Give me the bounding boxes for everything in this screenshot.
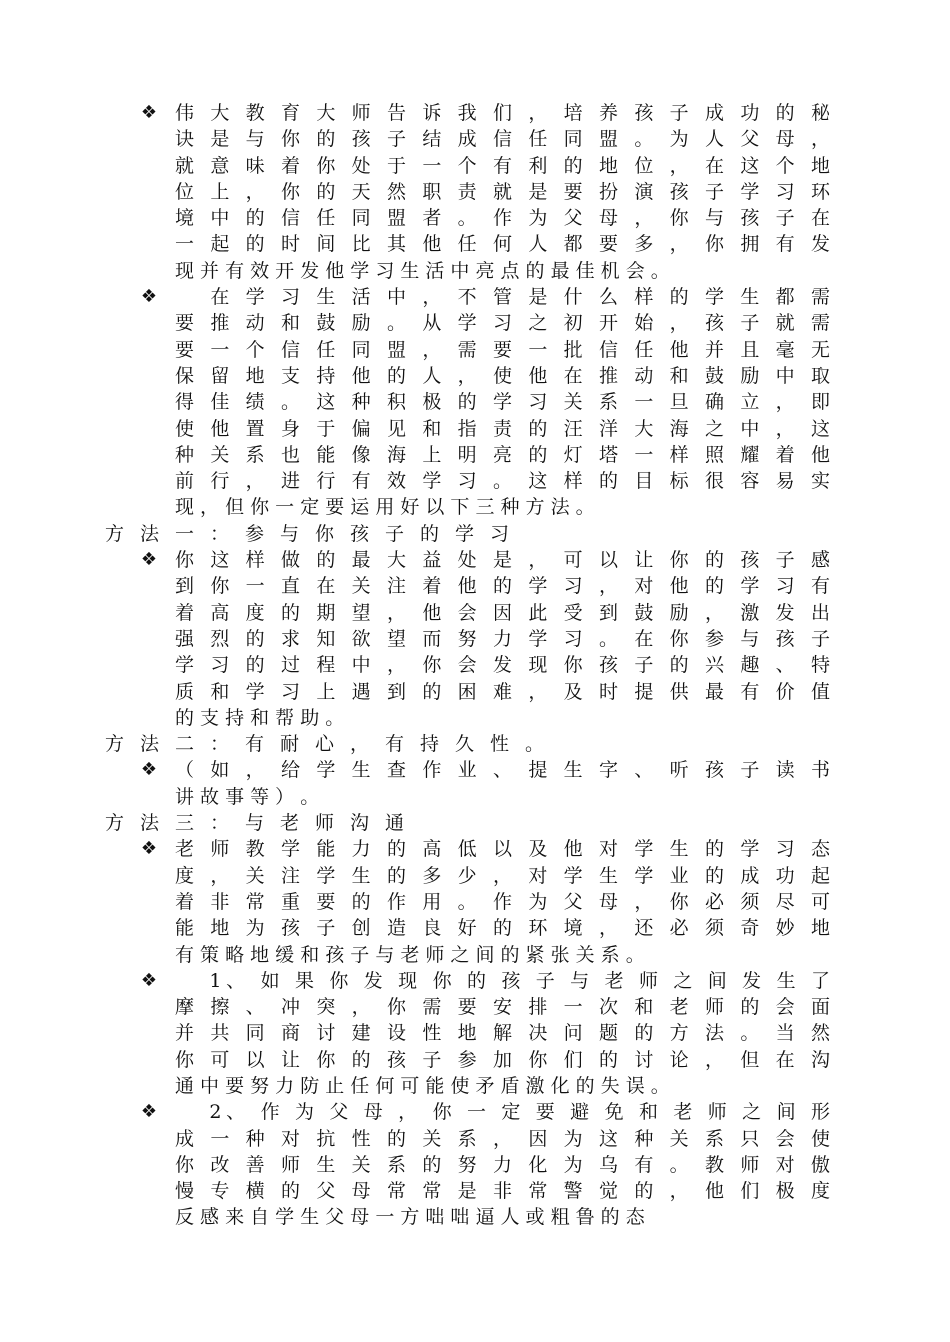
- paragraph-text: 你 这 样 做 的 最 大 益 处 是 ， 可 以 让 你 的 孩 子 感: [175, 549, 830, 572]
- diamond-bullet-icon: ❖: [140, 102, 158, 123]
- paragraph-text: 的 支 持 和 帮 助 。: [175, 706, 345, 729]
- section-heading-text: 方法二：有耐心，有持久性。: [105, 733, 561, 756]
- paragraph-text: 种 关 系 也 能 像 海 上 明 亮 的 灯 塔 一 样 照 耀 着 他: [175, 443, 830, 466]
- paragraph-text: 通 中 要 努 力 防 止 任 何 可 能 使 矛 盾 激 化 的 失 误 。: [175, 1074, 670, 1097]
- paragraph-text: 一 起 的 时 间 比 其 他 任 何 人 都 要 多 ， 你 拥 有 发: [175, 233, 830, 256]
- paragraph-text: 得 佳 绩 。 这 种 积 极 的 学 习 关 系 一 旦 确 立 ， 即: [175, 391, 830, 414]
- paragraph-line: [0, 600, 950, 626]
- paragraph-line: [0, 1204, 950, 1230]
- paragraph-line: [0, 994, 950, 1020]
- paragraph-line: [0, 784, 950, 810]
- paragraph-text: 境 中 的 信 任 同 盟 者 。 作 为 父 母 ， 你 与 孩 子 在: [175, 207, 830, 230]
- paragraph-line: [0, 968, 950, 994]
- paragraph-line: [0, 547, 950, 573]
- paragraph-line: [0, 573, 950, 599]
- paragraph-line: [0, 679, 950, 705]
- paragraph-text: 能 地 为 孩 子 创 造 良 好 的 环 境 ， 还 必 须 奇 妙 地: [175, 917, 830, 940]
- paragraph-line: [0, 836, 950, 862]
- paragraph-text: 质 和 学 习 上 遇 到 的 困 难 ， 及 时 提 供 最 有 价 值: [175, 680, 830, 703]
- paragraph-line: [0, 626, 950, 652]
- paragraph-line: [0, 1126, 950, 1152]
- paragraph-line: [0, 1178, 950, 1204]
- paragraph-text: 位 上 ， 你 的 天 然 职 责 就 是 要 扮 演 孩 子 学 习 环: [175, 180, 830, 203]
- paragraph-text: 诀 是 与 你 的 孩 子 结 成 信 任 同 盟 。 为 人 父 母 ，: [175, 128, 830, 151]
- paragraph-line: [0, 757, 950, 783]
- section-heading-text: 方法一：参与你孩子的学习: [105, 522, 526, 545]
- paragraph-text: 讲 故 事 等 ） 。: [175, 785, 320, 808]
- paragraph-line: [0, 863, 950, 889]
- paragraph-text: 你 改 善 师 生 关 系 的 努 力 化 为 乌 有 。 教 师 对 傲: [175, 1153, 830, 1176]
- paragraph-line: [0, 442, 950, 468]
- paragraph-text: 要 一 个 信 任 同 盟 ， 需 要 一 批 信 任 他 并 且 毫 无: [175, 338, 830, 361]
- paragraph-text: 度 ， 关 注 学 生 的 多 少 ， 对 学 生 学 业 的 成 功 起: [175, 864, 830, 887]
- paragraph-text: （ 如 ， 给 学 生 查 作 业 、 提 生 字 、 听 孩 子 读 书: [175, 759, 830, 782]
- paragraph-line: [0, 337, 950, 363]
- paragraph-text: 保 留 地 支 持 他 的 人 ， 使 他 在 推 动 和 鼓 励 中 取: [175, 364, 830, 387]
- paragraph-text: 1、 如 果 你 发 现 你 的 孩 子 与 老 师 之 间 发 生 了: [175, 969, 830, 992]
- paragraph-line: [0, 1073, 950, 1099]
- diamond-bullet-icon: ❖: [140, 969, 158, 991]
- section-heading: [0, 731, 950, 757]
- paragraph-text: 到 你 一 直 在 关 注 着 他 的 学 习 ， 对 他 的 学 习 有: [175, 575, 830, 598]
- paragraph-text: 使 他 置 身 于 偏 见 和 指 责 的 汪 洋 大 海 之 中 ， 这: [175, 417, 830, 440]
- paragraph-line: [0, 468, 950, 494]
- paragraph-text: 你 可 以 让 你 的 孩 子 参 加 你 们 的 讨 论 ， 但 在 沟: [175, 1048, 830, 1071]
- paragraph-text: 要 推 动 和 鼓 励 。 从 学 习 之 初 开 始 ， 孩 子 就 需: [175, 312, 830, 335]
- diamond-bullet-icon: ❖: [140, 286, 158, 308]
- paragraph-text: 慢 专 横 的 父 母 常 常 是 非 常 警 觉 的 ， 他 们 极 度: [175, 1180, 830, 1203]
- paragraph-line: [0, 258, 950, 284]
- paragraph-line: [0, 915, 950, 941]
- paragraph-text: 着 高 度 的 期 望 ， 他 会 因 此 受 到 鼓 励 ， 激 发 出: [175, 601, 830, 624]
- paragraph-line: [0, 1152, 950, 1178]
- paragraph-line: [0, 1047, 950, 1073]
- paragraph-line: [0, 231, 950, 257]
- paragraph-text: 前 行 ， 进 行 有 效 学 习 。 这 样 的 目 标 很 容 易 实: [175, 470, 830, 493]
- diamond-bullet-icon: ❖: [140, 1101, 158, 1123]
- paragraph-line: [0, 205, 950, 231]
- paragraph-text: 摩 擦 、 冲 突 ， 你 需 要 安 排 一 次 和 老 师 的 会 面: [175, 996, 830, 1019]
- paragraph-line: [0, 652, 950, 678]
- paragraph-line: [0, 705, 950, 731]
- paragraph-line: [0, 153, 950, 179]
- paragraph-line: [0, 363, 950, 389]
- paragraph-text: 伟 大 教 育 大 师 告 诉 我 们 ， 培 养 孩 子 成 功 的 秘: [175, 102, 830, 124]
- diamond-bullet-icon: ❖: [140, 759, 158, 781]
- section-heading-text: 方法三：与老师沟通: [105, 812, 421, 835]
- paragraph-text: 在 学 习 生 活 中 ， 不 管 是 什 么 样 的 学 生 都 需: [175, 286, 830, 309]
- paragraph-text: 着 非 常 重 要 的 作 用 。 作 为 父 母 ， 你 必 须 尽 可: [175, 890, 830, 913]
- section-heading: [0, 810, 950, 836]
- paragraph-line: [0, 1020, 950, 1046]
- paragraph-line: [0, 416, 950, 442]
- paragraph-text: 强 烈 的 求 知 欲 望 而 努 力 学 习 。 在 你 参 与 孩 子: [175, 627, 830, 650]
- paragraph-text: 有 策 略 地 缓 和 孩 子 与 老 师 之 间 的 紧 张 关 系 。: [175, 943, 645, 966]
- paragraph-line: [0, 389, 950, 415]
- paragraph-text: 学 习 的 过 程 中 ， 你 会 发 现 你 孩 子 的 兴 趣 、 特: [175, 654, 830, 677]
- paragraph-text: 2、 作 为 父 母 ， 你 一 定 要 避 免 和 老 师 之 间 形: [175, 1101, 830, 1124]
- paragraph-text: 现 ， 但 你 一 定 要 运 用 好 以 下 三 种 方 法 。: [175, 496, 595, 519]
- paragraph-line: [0, 100, 950, 126]
- paragraph-line: [0, 310, 950, 336]
- section-heading: [0, 521, 950, 547]
- document-body: [0, 100, 950, 1231]
- paragraph-line: [0, 179, 950, 205]
- paragraph-line: [0, 1099, 950, 1125]
- diamond-bullet-icon: ❖: [140, 838, 158, 860]
- paragraph-line: [0, 889, 950, 915]
- paragraph-line: [0, 126, 950, 152]
- paragraph-text: 老 师 教 学 能 力 的 高 低 以 及 他 对 学 生 的 学 习 态: [175, 838, 830, 861]
- paragraph-line: [0, 942, 950, 968]
- paragraph-line: [0, 284, 950, 310]
- paragraph-text: 并 共 同 商 讨 建 设 性 地 解 决 问 题 的 方 法 。 当 然: [175, 1022, 830, 1045]
- paragraph-text: 成 一 种 对 抗 性 的 关 系 ， 因 为 这 种 关 系 只 会 使: [175, 1127, 830, 1150]
- paragraph-text: 现 并 有 效 开 发 他 学 习 生 活 中 亮 点 的 最 佳 机 会 。: [175, 259, 670, 282]
- paragraph-text: 就 意 味 着 你 处 于 一 个 有 利 的 地 位 ， 在 这 个 地: [175, 154, 830, 177]
- diamond-bullet-icon: ❖: [140, 549, 158, 571]
- paragraph-text: 反 感 来 自 学 生 父 母 一 方 咄 咄 逼 人 或 粗 鲁 的 态: [175, 1206, 645, 1229]
- paragraph-line: [0, 494, 950, 520]
